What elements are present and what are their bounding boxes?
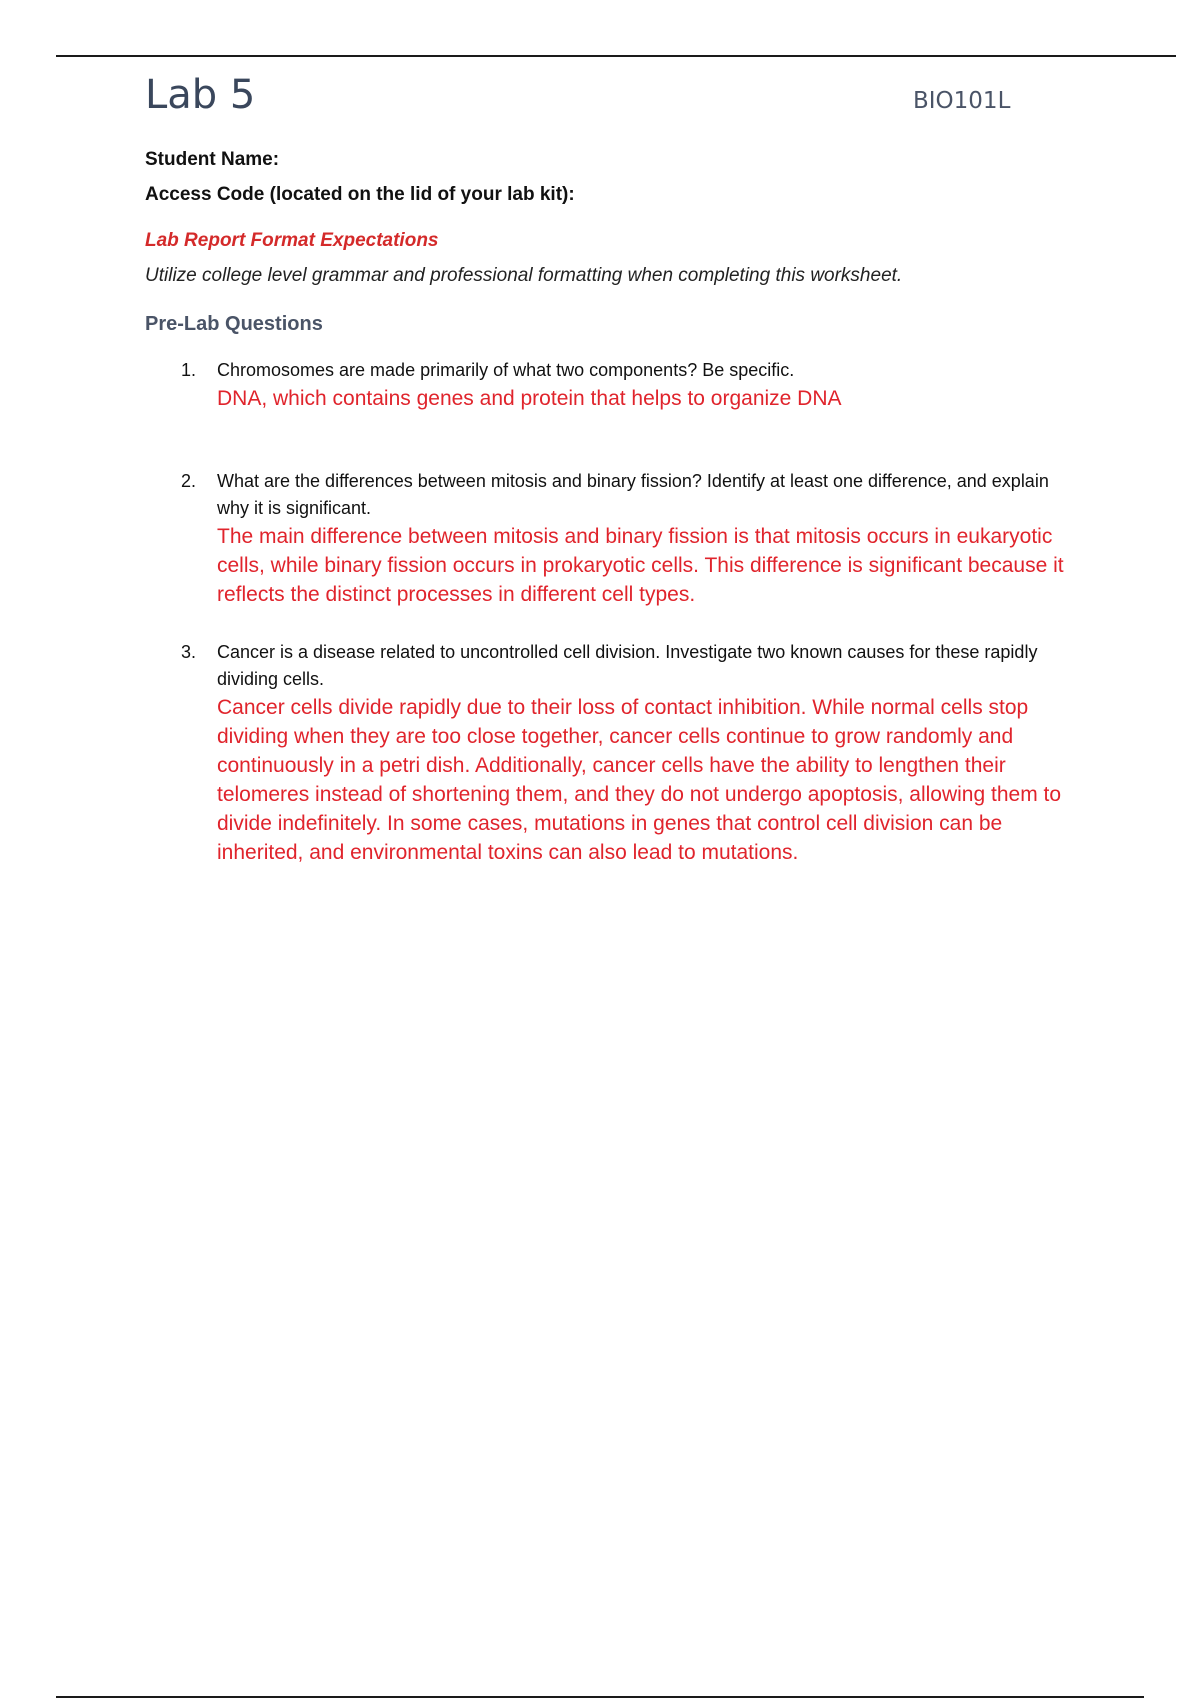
question-item — [181, 468, 1081, 609]
question-text: What are the differences between mitosis and binary fission? Identify at least one difference, and explain why it is significant. — [217, 471, 1049, 518]
page-title: Lab 5 — [145, 72, 256, 118]
course-code: BIO101L — [913, 88, 1011, 114]
question-item — [181, 357, 1081, 413]
question-answer: The main difference between mitosis and binary fission is that mitosis occurs in eukaryotic cells, while binary fission occurs in prokaryotic cells. This difference is significant because it reflects the distinct processes in different cell types. — [217, 525, 1064, 606]
question-text: Chromosomes are made primarily of what two components? Be specific. — [217, 360, 795, 380]
prelab-questions-heading: Pre-Lab Questions — [145, 313, 323, 335]
question-answer: DNA, which contains genes and protein that helps to organize DNA — [217, 387, 842, 410]
question-answer: Cancer cells divide rapidly due to their loss of contact inhibition. While normal cells stop dividing when they are too close together, cancer cells continue to grow randomly and continuously in a petri dish. Additionally, cancer cells have the ability to lengthen their telomeres instead of shortening them, and they do not undergo apoptosis, allowing them to divide indefinitely. In some cases, mutations in genes that control cell division can be inherited, and environmental toxins can also lead to mutations. — [217, 696, 1062, 864]
footer-divider — [56, 1696, 1144, 1698]
header-divider — [56, 55, 1176, 57]
format-expectations-text: Utilize college level grammar and professional formatting when completing this worksheet. — [145, 265, 903, 286]
question-number: 3. — [181, 642, 197, 662]
question-text: Cancer is a disease related to uncontrolled cell division. Investigate two known causes for these rapidly dividing cells. — [217, 642, 1038, 689]
question-item — [181, 639, 1081, 867]
access-code-label: Access Code (located on the lid of your lab kit): — [145, 184, 575, 205]
question-number: 1. — [181, 360, 197, 380]
format-expectations-heading: Lab Report Format Expectations — [145, 230, 439, 251]
question-number: 2. — [181, 471, 197, 491]
student-name-label: Student Name: — [145, 149, 280, 170]
